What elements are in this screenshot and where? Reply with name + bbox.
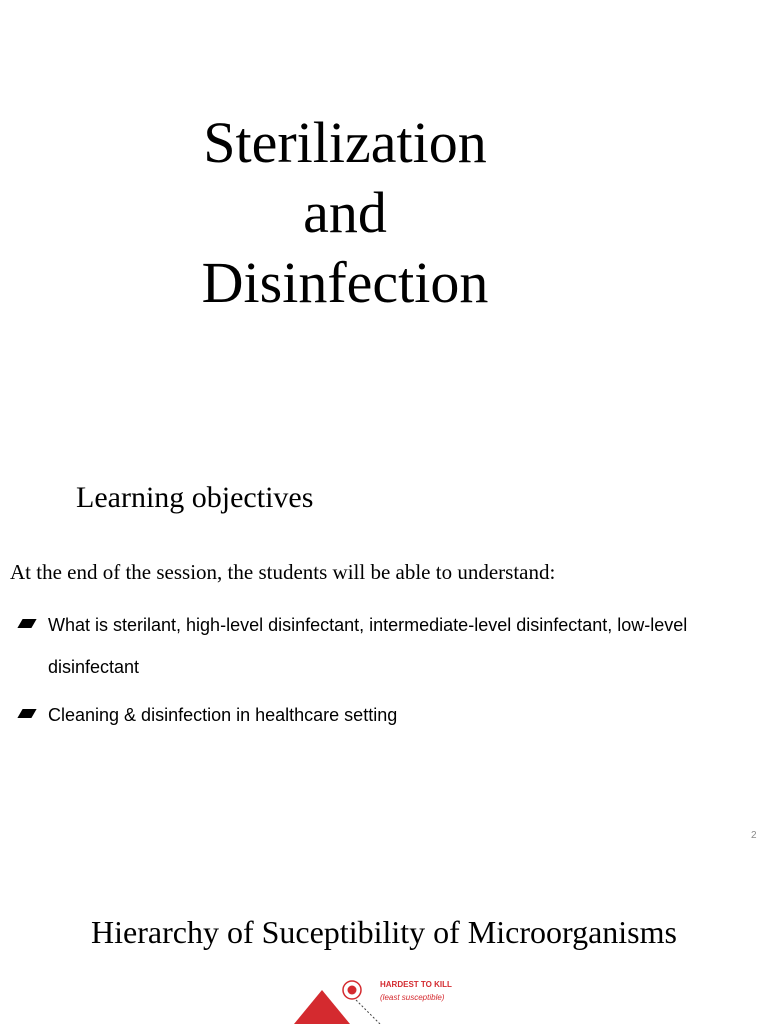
objectives-list <box>18 604 748 742</box>
least-susceptible-label: (least susceptible) <box>380 993 445 1002</box>
list-item-text: What is sterilant, high-level disinfectant, intermediate-level disinfectant, low-level disinfectant <box>48 615 688 677</box>
hardest-to-kill-label: HARDEST TO KILL <box>380 980 452 989</box>
list-item <box>18 604 748 688</box>
pyramid-top-triangle <box>294 990 350 1024</box>
target-dot-icon <box>348 986 357 995</box>
list-item-text: Cleaning & disinfection in healthcare setting <box>48 705 398 725</box>
list-item <box>18 694 748 736</box>
slide-title-line-3: Disinfection <box>201 250 489 315</box>
objectives-intro: At the end of the session, the students will be able to understand: <box>10 560 556 584</box>
hierarchy-graphic <box>290 972 490 1024</box>
bullet-icon <box>17 619 36 628</box>
page-number: 2 <box>751 830 757 841</box>
objectives-heading: Learning objectives <box>76 481 314 514</box>
pointer-line <box>356 1000 380 1024</box>
bullet-icon <box>17 709 36 718</box>
slide-title-line-1: Sterilization <box>203 110 487 175</box>
slide-title <box>130 108 560 318</box>
slide-title-line-2: and <box>303 180 387 245</box>
hierarchy-title: Hierarchy of Suceptibility of Microorganisms <box>91 914 677 950</box>
